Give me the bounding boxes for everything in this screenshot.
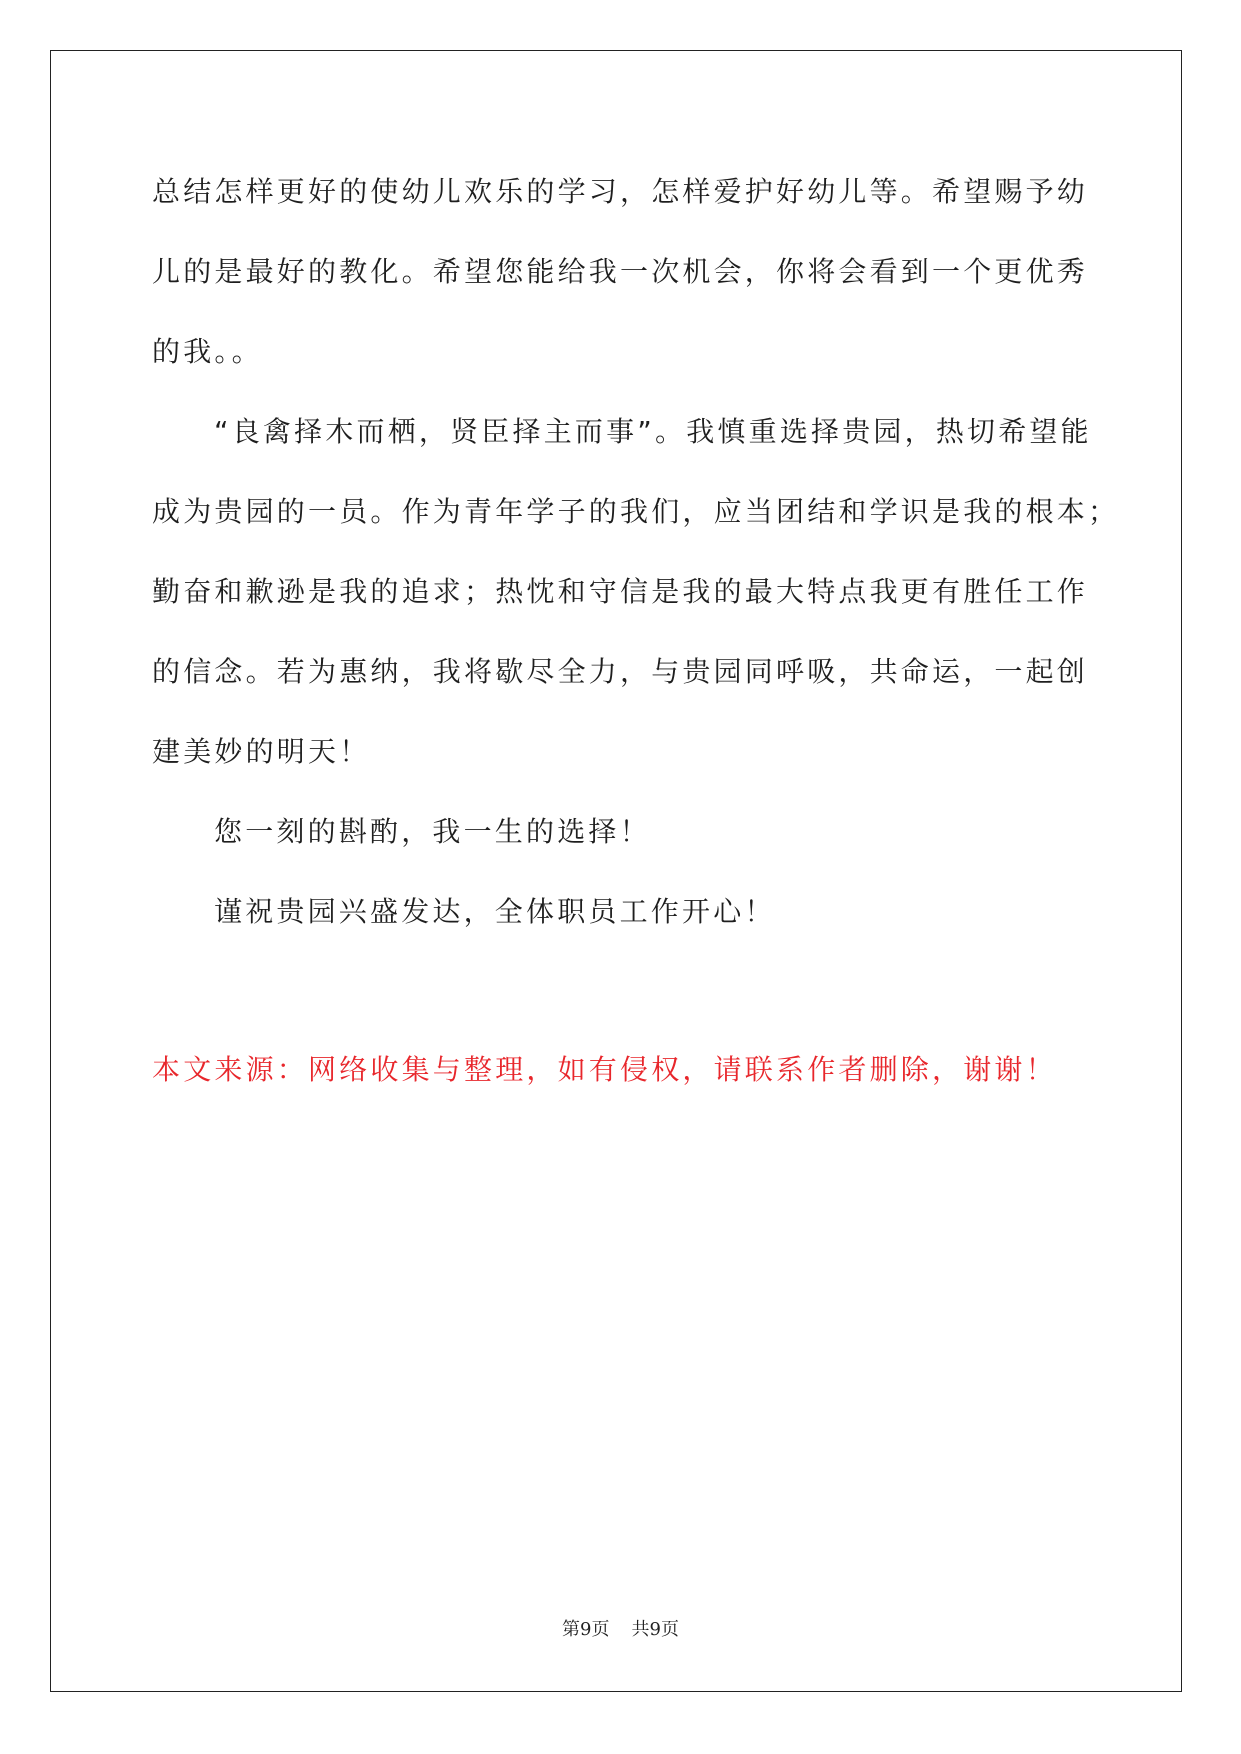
page-border <box>50 50 1182 1692</box>
paragraph-line-2: 儿的是最好的教化。希望您能给我一次机会，你将会看到一个更优秀 <box>152 255 1089 288</box>
paragraph-line-5: 成为贵园的一员。作为青年学子的我们，应当团结和学识是我的根本； <box>152 495 1120 528</box>
paragraph-line-7: 的信念。若为惠纳，我将歇尽全力，与贵园同呼吸，共命运，一起创 <box>152 655 1089 688</box>
source-note: 本文来源：网络收集与整理，如有侵权，请联系作者删除，谢谢！ <box>152 1053 1057 1086</box>
paragraph-line-3: 的我。。 <box>152 335 263 368</box>
total-pages: 共9页 <box>631 1619 679 1640</box>
closing-line-1: 您一刻的斟酌，我一生的选择！ <box>214 815 651 848</box>
current-page-number: 第9页 <box>562 1619 610 1640</box>
paragraph-line-1: 总结怎样更好的使幼儿欢乐的学习，怎样爱护好幼儿等。希望赐予幼 <box>152 175 1089 208</box>
page-footer <box>0 1618 1241 1642</box>
paragraph-line-6: 勤奋和歉逊是我的追求；热忱和守信是我的最大特点我更有胜任工作 <box>152 575 1089 608</box>
closing-line-2: 谨祝贵园兴盛发达，全体职员工作开心！ <box>214 895 776 928</box>
paragraph-line-8: 建美妙的明天！ <box>152 735 371 768</box>
paragraph-line-4: “良禽择木而栖，贤臣择主而事”。我慎重选择贵园，热切希望能 <box>214 415 1092 448</box>
